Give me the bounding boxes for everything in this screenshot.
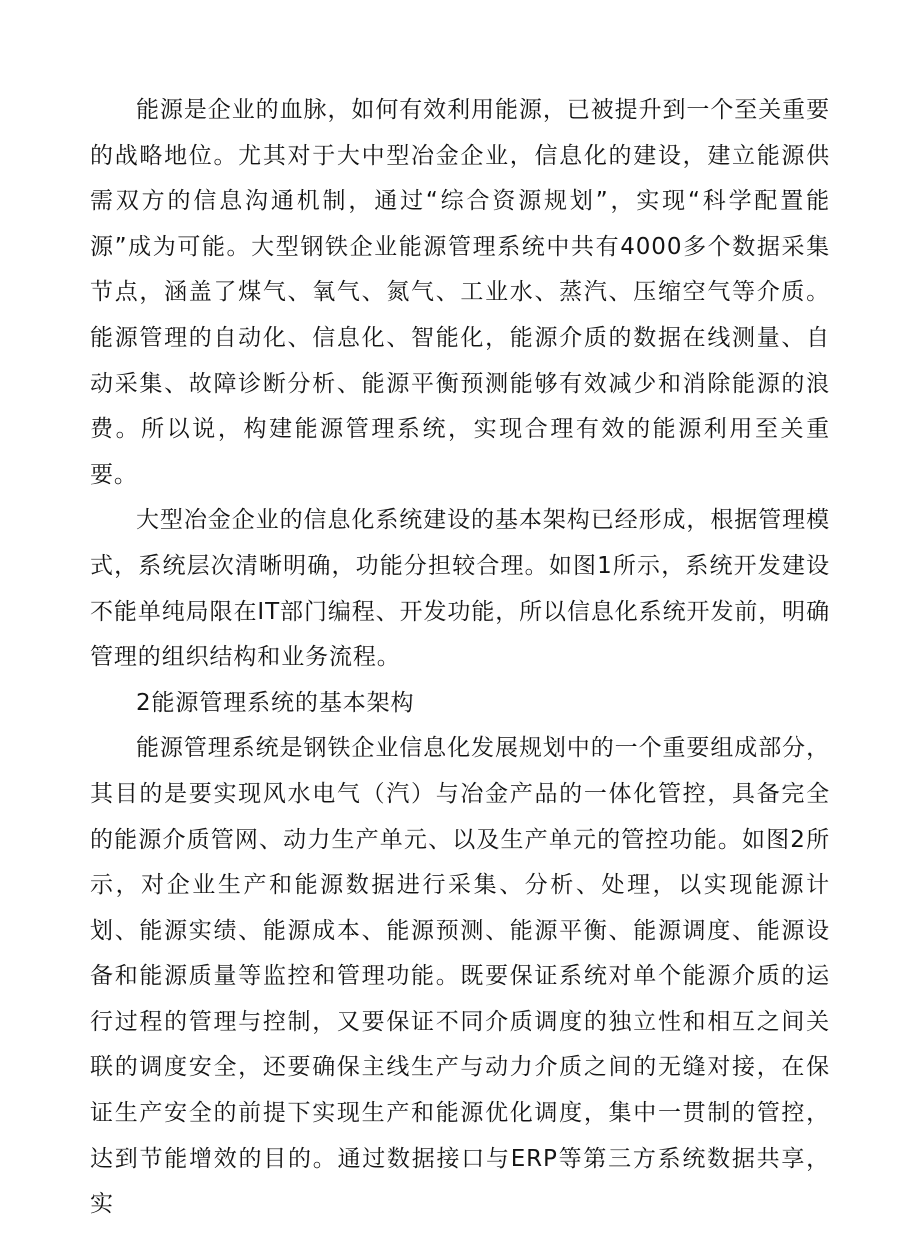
paragraph-ems-description: 能源管理系统是钢铁企业信息化发展规划中的一个重要组成部分，其目的是要实现风水电气（汽）与冶金产品的一体化管控，具备完全的能源介质管网、动力生产单元、以及生产单元的管控功能。如图2所示，对企业生产和能源数据进行采集、分析、处理，以实现能源计划、能源实绩、能源成本、能源预测、能源平衡、能源调度、能源设备和能源质量等监控和管理功能。既要保证系统对单个能源介质的运行过程的管理与控制，又要保证不同介质调度的独立性和相互之间关联的调度安全，还要确保主线生产与动力介质之间的无缝对接，在保证生产安全的前提下实现生产和能源优化调度，集中一贯制的管控，达到节能增效的目的。通过数据接口与ERP等第三方系统数据共享，实 bbox=[90, 735, 830, 1218]
paragraph-energy-importance: 能源是企业的血脉，如何有效利用能源，已被提升到一个至关重要的战略地位。尤其对于大中型冶金企业，信息化的建设，建立能源供需双方的信息沟通机制，通过“综合资源规划”，实现“科学配置能源”成为可能。大型钢铁企业能源管理系统中共有4000多个数据采集节点，涵盖了煤气、氧气、氮气、工业水、蒸汽、压缩空气等介质。能源管理的自动化、信息化、智能化，能源介质的数据在线测量、自动采集、故障诊断分析、能源平衡预测能够有效减少和消除能源的浪费。所以说，构建能源管理系统，实现合理有效的能源利用至关重要。 bbox=[90, 97, 830, 488]
section-heading: 2能源管理系统的基本架构 bbox=[136, 689, 415, 716]
paragraph-system-architecture: 大型冶金企业的信息化系统建设的基本架构已经形成，根据管理模式，系统层次清晰明确，功能分担较合理。如图1所示，系统开发建设不能单纯局限在IT部门编程、开发功能，所以信息化系统开发前，明确管理的组织结构和业务流程。 bbox=[90, 507, 830, 671]
